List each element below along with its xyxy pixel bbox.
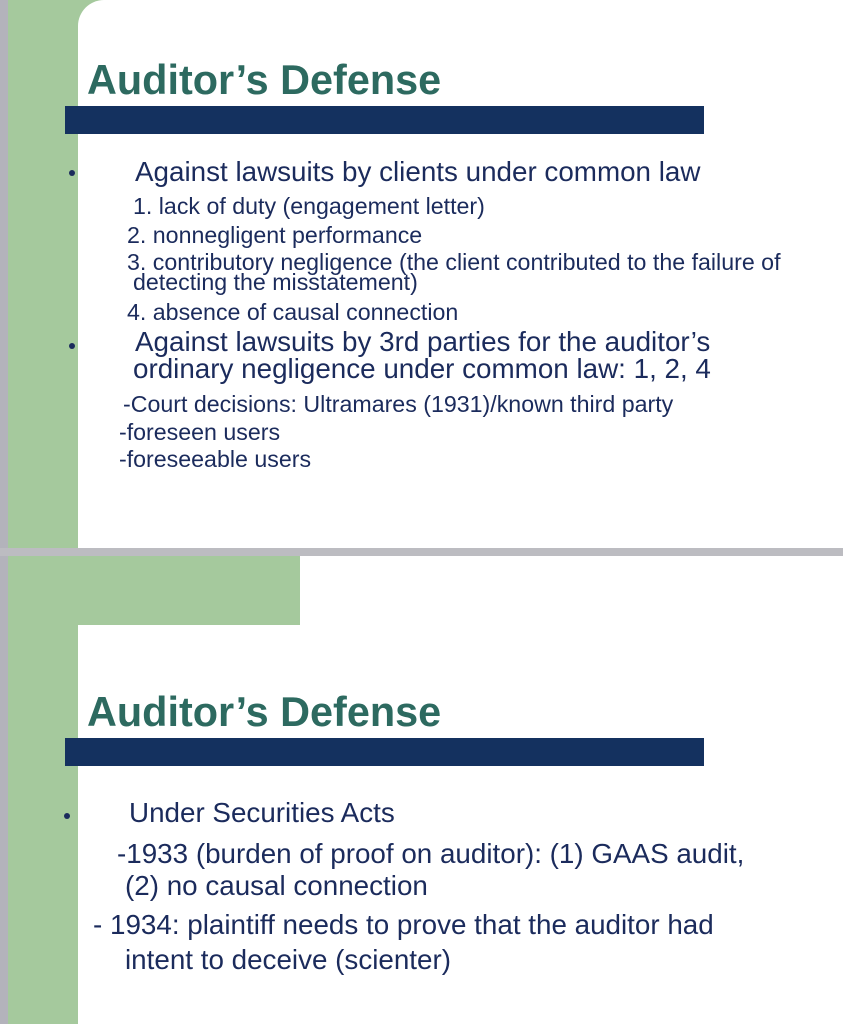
sub-item-continuation: detecting the misstatement)	[133, 269, 418, 295]
bullet-text: Against lawsuits by 3rd parties for the auditor’s	[135, 326, 711, 357]
green-side-strip	[8, 0, 78, 548]
bullet-dot	[64, 813, 70, 819]
title-bar	[65, 106, 704, 134]
sub-item: 4. absence of causal connection	[127, 299, 459, 325]
bullet-dot	[69, 343, 75, 349]
green-side-strip	[8, 556, 78, 1024]
sub-item-continuation: intent to deceive (scienter)	[125, 944, 452, 975]
sub-item: 2. nonnegligent performance	[127, 222, 423, 248]
sub-item: 1. lack of duty (engagement letter)	[133, 193, 485, 219]
title-bar	[65, 738, 704, 766]
bullet-dot	[69, 170, 75, 176]
sub-item: 3. contributory negligence (the client contributed to the failure of	[127, 249, 781, 275]
sub-item-continuation: (2) no causal connection	[125, 870, 428, 901]
sub-item: -Court decisions: Ultramares (1931)/known third party	[123, 391, 674, 417]
left-edge-strip	[0, 556, 8, 1024]
slide-divider	[0, 548, 843, 556]
left-edge-strip	[0, 0, 8, 548]
bullet-text: Under Securities Acts	[129, 797, 395, 828]
sub-item: -foreseen users	[119, 419, 281, 445]
slide-title: Auditor’s Defense	[87, 689, 442, 735]
slide-2	[0, 556, 843, 1024]
sub-item: - 1934: plaintiff needs to prove that the auditor had	[93, 909, 714, 940]
sub-item: -1933 (burden of proof on auditor): (1) GAAS audit,	[117, 838, 745, 869]
bullet-text-continuation: ordinary negligence under common law: 1, 2, 4	[133, 353, 711, 384]
bullet-text: Against lawsuits by clients under common law	[135, 156, 701, 187]
slide-title: Auditor’s Defense	[87, 57, 442, 103]
sub-item: -foreseeable users	[119, 446, 312, 472]
